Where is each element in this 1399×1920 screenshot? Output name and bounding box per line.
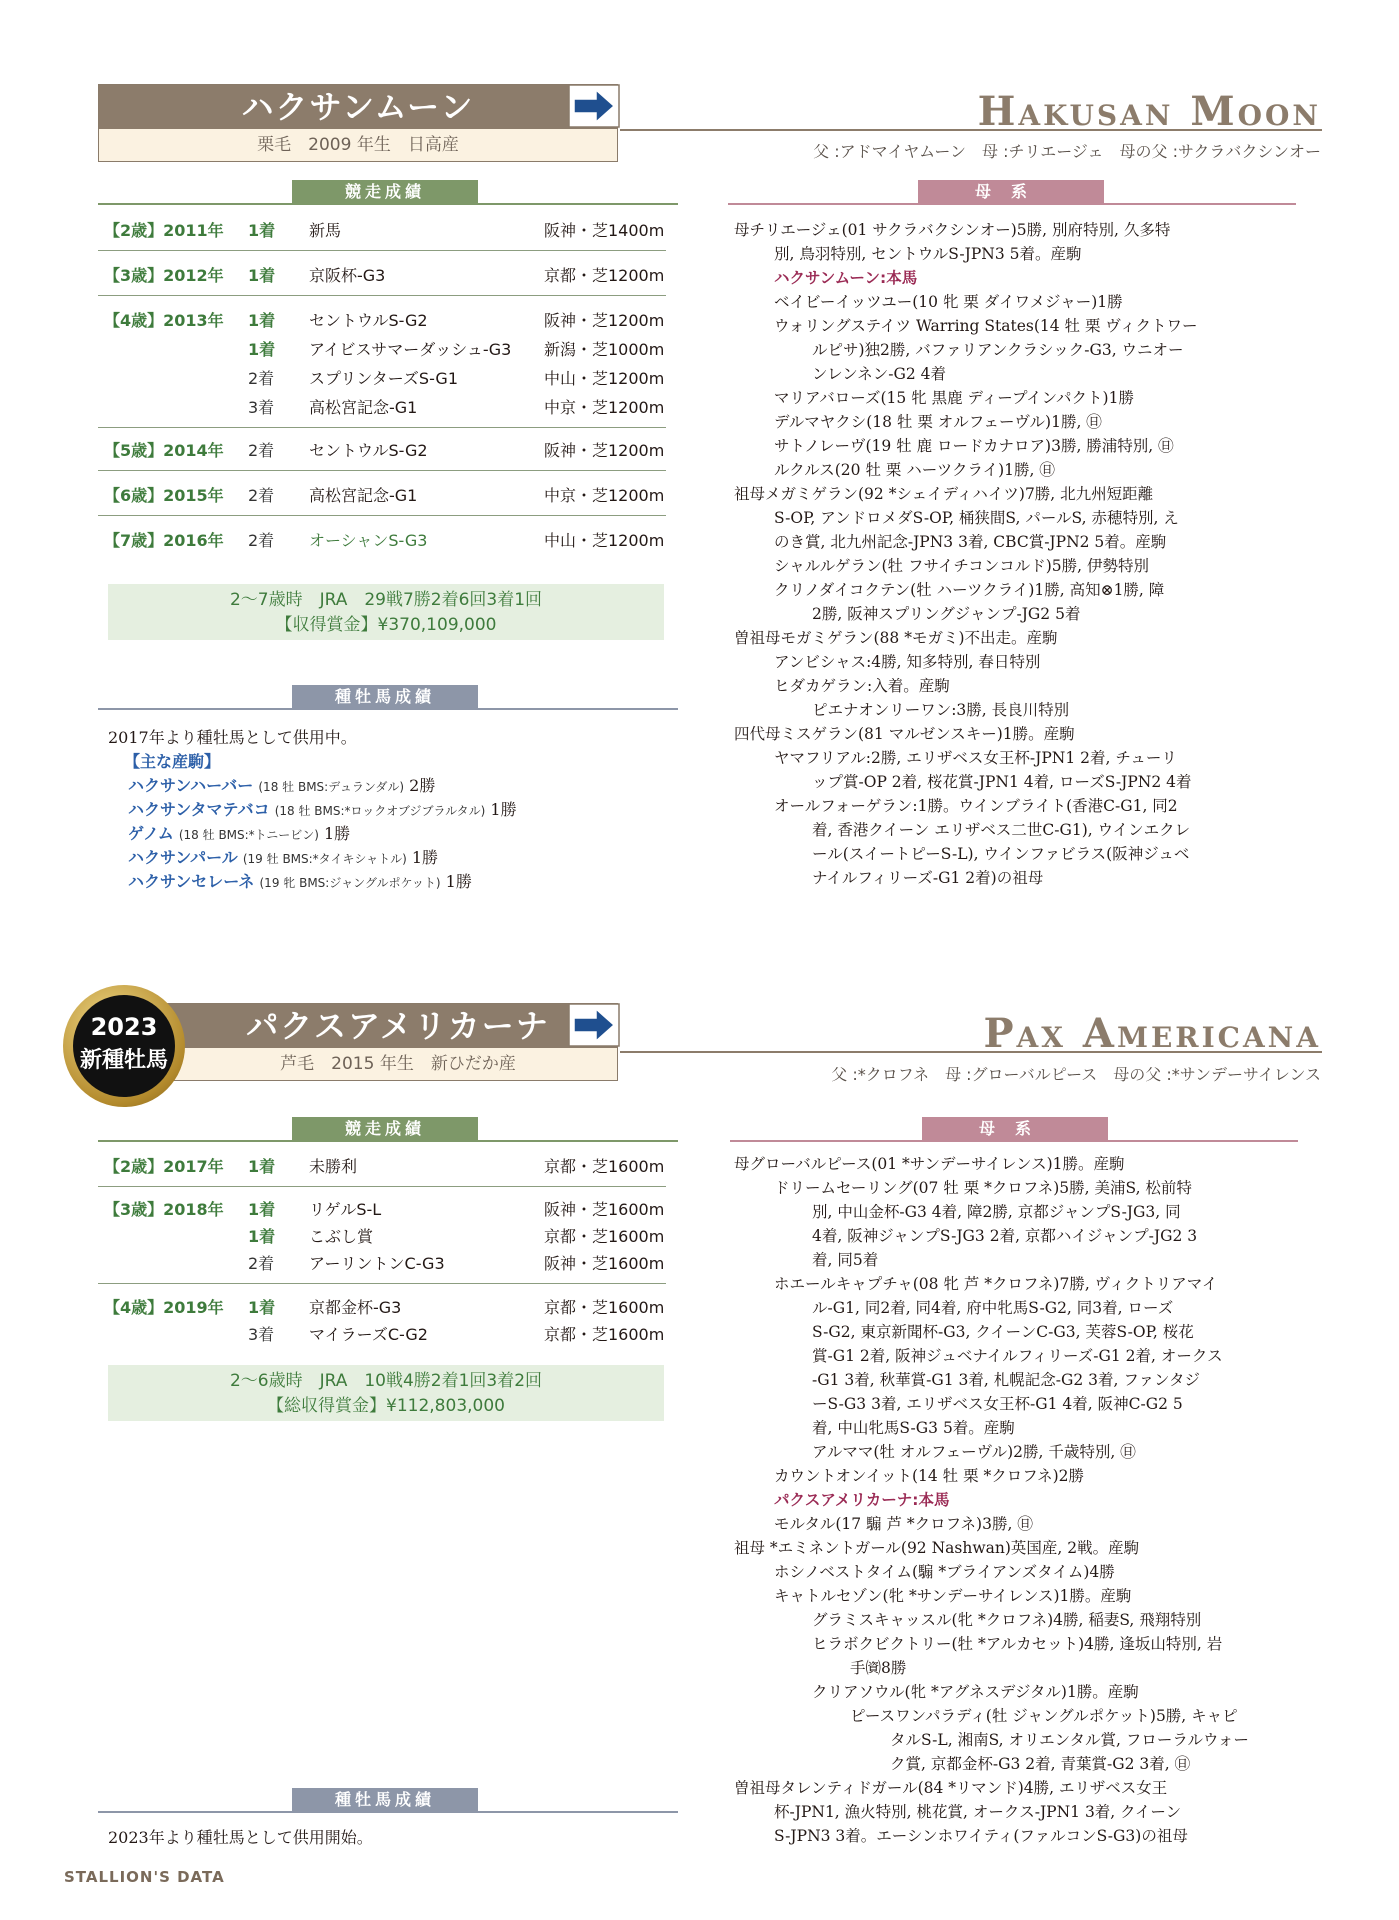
family-line: オールフォーゲラン:1勝。ウインブライト(香港C-G1, 同2 (774, 797, 1178, 815)
badge-year: 2023 (90, 1013, 158, 1041)
family-line: 賞-G1 2着, 阪神ジュベナイルフィリーズ-G1 2着, オークス (812, 1347, 1223, 1365)
family-line: ピエナオンリーワン:3勝, 長良川特別 (812, 701, 1070, 719)
family-line: ヒダカゲラン:入着。産駒 (774, 677, 950, 695)
family-line: ク賞, 京都金杯-G3 2着, 青葉賞-G2 3着, ㊐ (890, 1755, 1191, 1773)
horse-2-name-jp: パクスアメリカーナ (99, 1004, 617, 1048)
horse-1-pedigree: 父 :アドマイヤムーン 母 :チリエージェ 母の父 :サクラバクシンオー (813, 142, 1321, 161)
horse-1-name-en: Hakusan Moon (977, 88, 1321, 135)
progeny-item: ハクサンタマテバコ (18 牡 BMS:*ロックオブジブラルタル) 1勝 (128, 800, 517, 819)
family-line: ップ賞-OP 2着, 桜花賞-JPN1 4着, ローズS-JPN2 4着 (812, 773, 1192, 791)
race-record-label: 競走成績 (292, 1117, 478, 1141)
family-line-self: パクスアメリカーナ:本馬 (774, 1491, 950, 1509)
arrow-right-icon[interactable] (568, 84, 620, 128)
horse-2-profile: 芦毛 2015 年生 新ひだか産 (99, 1048, 617, 1080)
stud-intro: 2017年より種牡馬として供用中。 (108, 728, 357, 747)
summary-line-1: 2～6歳時 JRA 10戦4勝2着1回3着2回 (229, 1371, 543, 1391)
family-line: キャトルセゾン(牝 *サンデーサイレンス)1勝。産駒 (774, 1587, 1132, 1605)
family-line: グラミスキャッスル(牝 *クロフネ)4勝, 稲妻S, 飛翔特別 (812, 1611, 1202, 1629)
family-line: ホシノベストタイム(騸 *ブライアンズタイム)4勝 (774, 1563, 1115, 1581)
family-line: カウントオンイット(14 牡 栗 *クロフネ)2勝 (774, 1467, 1085, 1485)
family-line: マリアバローズ(15 牝 黒鹿 ディープインパクト)1勝 (774, 389, 1134, 407)
row-divider (98, 427, 666, 428)
family-line: 祖母 *エミネントガール(92 Nashwan)英国産, 2戦。産駒 (734, 1539, 1140, 1557)
race-row: 【2歳】2017年 1着 未勝利 京都・芝1600m (104, 1157, 665, 1176)
race-row: 【7歳】2016年 2着 オーシャンS-G3 中山・芝1200m (104, 531, 665, 550)
family-line: 手㈾8勝 (850, 1659, 907, 1677)
family-line: クリノダイコクテン(牡 ハーツクライ)1勝, 高知⊗1勝, 障 (774, 581, 1165, 599)
stud-record-label: 種牡馬成績 (292, 1788, 478, 1812)
race-row: 2着 アーリントンC-G3 阪神・芝1600m (248, 1254, 665, 1273)
race-row: 【3歳】2018年 1着 リゲルS-L 阪神・芝1600m (104, 1200, 665, 1219)
section-rule (98, 1811, 678, 1813)
summary-line-2: 【収得賞金】¥370,109,000 (275, 615, 497, 635)
family-line: 着, 同5着 (812, 1251, 879, 1269)
section-rule (98, 708, 678, 710)
family-line: 祖母メガミゲラン(92 *シェイディハイツ)7勝, 北九州短距離 (734, 485, 1154, 503)
race-row: 【5歳】2014年 2着 セントウルS-G2 阪神・芝1200m (104, 441, 665, 460)
row-divider (98, 1186, 666, 1187)
family-line: のき賞, 北九州記念-JPN3 3着, CBC賞-JPN2 5着。産駒 (774, 533, 1167, 551)
family-line-self: ハクサンムーン:本馬 (774, 269, 918, 287)
row-divider (98, 470, 666, 471)
family-line: -G1 3着, 秋華賞-G1 3着, 札幌記念-G2 3着, ファンタジ (812, 1371, 1200, 1389)
family-line: ルピサ)独2勝, バファリアンクラシック-G3, ウニオー (812, 341, 1184, 359)
section-rule (98, 1140, 678, 1142)
family-line: ドリームセーリング(07 牡 栗 *クロフネ)5勝, 美浦S, 松前特 (774, 1179, 1192, 1197)
family-line: ホエールキャプチャ(08 牝 芦 *クロフネ)7勝, ヴィクトリアマイ (774, 1275, 1218, 1293)
career-summary (108, 584, 664, 640)
family-line: 杯-JPN1, 漁火特別, 桃花賞, オークス-JPN1 3着, クイーン (774, 1803, 1182, 1821)
race-row: 【4歳】2019年 1着 京都金杯-G3 京都・芝1600m (104, 1298, 665, 1317)
family-line: ウォリングステイツ Warring States(14 牡 栗 ヴィクトワー (774, 317, 1198, 335)
arrow-right-icon[interactable] (568, 1003, 620, 1047)
family-line: ピースワンパラディ(牡 ジャングルポケット)5勝, キャピ (850, 1707, 1238, 1725)
family-line: ンレンネン-G2 4着 (812, 365, 947, 383)
family-line: 母チリエージェ(01 サクラバクシンオー)5勝, 別府特別, 久多特 (734, 221, 1171, 239)
race-row: 3着 高松宮記念-G1 中京・芝1200m (248, 398, 665, 417)
family-line: 曽祖母タレンティドガール(84 *リマンド)4勝, エリザベス女王 (734, 1779, 1168, 1797)
family-line: S-G2, 東京新聞杯-G3, クイーンC-G3, 芙蓉S-OP, 桜花 (812, 1323, 1194, 1341)
section-rule (728, 203, 1296, 205)
stud-intro: 2023年より種牡馬として供用開始。 (108, 1828, 373, 1847)
race-row: 【4歳】2013年 1着 セントウルS-G2 阪神・芝1200m (104, 311, 665, 330)
family-line: タルS-L, 湘南S, オリエンタル賞, フローラルウォー (890, 1731, 1249, 1749)
family-line: ルクルス(20 牡 栗 ハーツクライ)1勝, ㊐ (774, 461, 1055, 479)
race-row: 1着 アイビスサマーダッシュ-G3 新潟・芝1000m (248, 340, 665, 359)
horse-2-name-en: Pax Americana (983, 1010, 1321, 1057)
family-line: アルママ(牡 オルフェーヴル)2勝, 千歳特別, ㊐ (812, 1443, 1136, 1461)
row-divider (98, 295, 666, 296)
family-line: ナイルフィリーズ-G1 2着)の祖母 (812, 869, 1044, 887)
family-line: 別, 鳥羽特別, セントウルS-JPN3 5着。産駒 (774, 245, 1082, 263)
horse-1-profile: 栗毛 2009 年生 日高産 (99, 129, 617, 161)
race-row: 【3歳】2012年 1着 京阪杯-G3 京都・芝1200m (104, 266, 665, 285)
progeny-item: ハクサンハーバー (18 牡 BMS:デュランダル) 2勝 (128, 776, 436, 795)
family-line: 着, 中山牝馬S-G3 5着。産駒 (812, 1419, 1015, 1437)
progeny-heading: 【主な産駒】 (124, 752, 221, 771)
family-line: ヒラボクビクトリー(牡 *アルカセット)4勝, 逢坂山特別, 岩 (812, 1635, 1223, 1653)
family-line: クリアソウル(牝 *アグネスデジタル)1勝。産駒 (812, 1683, 1139, 1701)
summary-line-2: 【総収得賞金】¥112,803,000 (267, 1396, 505, 1416)
horse-1-header (98, 84, 618, 162)
dam-family-label: 母系 (918, 180, 1104, 204)
family-line: モルタル(17 騸 芦 *クロフネ)3勝, ㊐ (774, 1515, 1033, 1533)
family-line: 4着, 阪神ジャンプS-JG3 2着, 京都ハイジャンプ-JG2 3 (812, 1227, 1198, 1245)
race-record-label: 競走成績 (292, 180, 478, 204)
family-line: 曽祖母モガミゲラン(88 *モガミ)不出走。産駒 (734, 629, 1058, 647)
row-divider (98, 515, 666, 516)
family-line: ル-G1, 同2着, 同4着, 府中牝馬S-G2, 同3着, ローズ (812, 1299, 1174, 1317)
row-divider (98, 250, 666, 251)
race-row: 【6歳】2015年 2着 高松宮記念-G1 中京・芝1200m (104, 486, 665, 505)
family-line: 別, 中山金杯-G3 4着, 障2勝, 京都ジャンプS-JG3, 同 (812, 1203, 1181, 1221)
family-line: ーS-G3 3着, エリザベス女王杯-G1 4着, 阪神C-G2 5 (812, 1395, 1183, 1413)
race-row: 【2歳】2011年 1着 新馬 阪神・芝1400m (104, 221, 665, 240)
horse-2-pedigree: 父 :*クロフネ 母 :グローバルピース 母の父 :*サンデーサイレンス (831, 1065, 1321, 1084)
family-line: アンビシャス:4勝, 知多特別, 春日特別 (774, 653, 1041, 671)
race-row: 2着 スプリンターズS-G1 中山・芝1200m (248, 369, 665, 388)
footer-label: STALLION'S DATA (64, 1868, 225, 1886)
family-line: ヤマフリアル:2勝, エリザベス女王杯-JPN1 2着, チューリ (774, 749, 1177, 767)
new-sire-badge (63, 985, 185, 1107)
progeny-item: ハクサンパール (19 牡 BMS:*タイキシャトル) 1勝 (128, 848, 439, 867)
progeny-item: ハクサンセレーネ (19 牝 BMS:ジャングルポケット) 1勝 (128, 872, 472, 891)
family-line: ベイビーイッツユー(10 牝 栗 ダイワメジャー)1勝 (774, 293, 1123, 311)
race-row: 1着 こぶし賞 京都・芝1600m (248, 1227, 665, 1246)
family-line: 四代母ミスゲラン(81 マルゼンスキー)1勝。産駒 (734, 725, 1075, 743)
career-summary (108, 1365, 664, 1421)
progeny-item: ゲノム (18 牡 BMS:*トニービン) 1勝 (128, 824, 351, 843)
section-rule (98, 203, 678, 205)
section-rule (730, 1140, 1298, 1142)
family-line: 着, 香港クイーン エリザベス二世C-G1), ウインエクレ (812, 821, 1191, 839)
row-divider (98, 1283, 666, 1284)
family-line: サトノレーヴ(19 牡 鹿 ロードカナロア)3勝, 勝浦特別, ㊐ (774, 437, 1174, 455)
horse-1-name-jp: ハクサンムーン (99, 85, 617, 129)
summary-line-1: 2～7歳時 JRA 29戦7勝2着6回3着1回 (229, 590, 543, 610)
family-line: ール(スイートピーS-L), ウインファビラス(阪神ジュベ (812, 845, 1190, 863)
dam-family-label: 母系 (922, 1117, 1108, 1141)
family-line: デルマヤクシ(18 牡 栗 オルフェーヴル)1勝, ㊐ (774, 413, 1102, 431)
family-line: 2勝, 阪神スプリングジャンプ-JG2 5着 (812, 605, 1081, 623)
family-line: S-OP, アンドロメダS-OP, 桶狭間S, パールS, 赤穂特別, え (774, 509, 1179, 527)
stud-record-label: 種牡馬成績 (292, 685, 478, 709)
race-row: 3着 マイラーズC-G2 京都・芝1600m (248, 1325, 665, 1344)
badge-text: 新種牡馬 (79, 1048, 168, 1073)
family-line: シャルルゲラン(牡 フサイチコンコルド)5勝, 伊勢特別 (774, 557, 1150, 575)
family-line: S-JPN3 3着。エーシンホワイティ(ファルコンS-G3)の祖母 (774, 1827, 1188, 1845)
family-line: 母グローバルピース(01 *サンデーサイレンス)1勝。産駒 (734, 1155, 1125, 1173)
